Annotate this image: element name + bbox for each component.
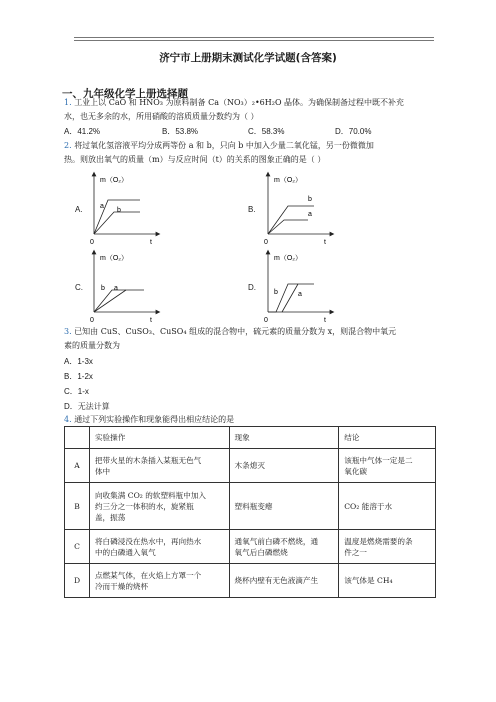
header-rule-bottom	[74, 40, 434, 41]
row-operation	[89, 564, 229, 598]
q3-text-1: 已知由 CuS、CuSO₃、CuSO₄ 组成的混合物中，硫元素的质量分数为 x，则混合物中氧元	[74, 327, 397, 336]
q1-text-1: 工业上以 CaO 和 HNO₃ 为原料制备 Ca（NO₃）₂•6H₂O 晶体。为确保制备过程中既不补充	[74, 98, 405, 107]
graph-c	[84, 246, 164, 326]
row-conclusion	[339, 449, 436, 483]
graph-a-label-b: b	[117, 207, 121, 214]
q1-option-d: D．70.0%	[335, 127, 372, 136]
q1-option-c: C．58.3%	[248, 127, 285, 136]
graph-a-x-label: t	[150, 239, 152, 246]
table-row	[65, 483, 436, 530]
table-row	[65, 564, 436, 598]
row-label: D	[65, 564, 90, 598]
graph-c-y-label: m（O₂）	[100, 255, 128, 262]
table-row	[65, 530, 436, 564]
row-operation	[89, 449, 229, 483]
q2-text-2: 热。则放出氧气的质量（m）与反应时间（t）的关系的图象正确的是（ ）	[64, 155, 326, 164]
graph-label-c: C.	[75, 283, 83, 292]
table-header-operation: 实验操作	[89, 427, 229, 449]
q1-number: 1.	[64, 98, 72, 107]
header-rule-top	[74, 37, 434, 38]
row-phenomenon: 烧杯内壁有无色液滴产生	[229, 564, 339, 598]
graph-label-b: B.	[248, 205, 256, 214]
graph-a-y-label: m（O₂）	[100, 177, 128, 184]
graph-b-label-a: a	[308, 211, 312, 218]
q4-line-1	[64, 415, 234, 425]
graph-d-origin: 0	[264, 317, 268, 324]
q3-option-b: B．1-2x	[64, 372, 93, 381]
graph-d-x-label: t	[324, 317, 326, 324]
q3-number: 3.	[64, 327, 72, 336]
graph-b-line-a	[268, 220, 308, 234]
table-header-phenomenon: 现象	[229, 427, 339, 449]
row-operation	[89, 483, 229, 530]
row-operation	[89, 530, 229, 564]
row-operation-line: 体中	[94, 466, 111, 476]
row-conclusion: CO₂ 能溶于水	[339, 483, 436, 530]
graph-d-y-label: m（O₂）	[274, 255, 302, 262]
graph-a	[84, 168, 164, 248]
row-operation-line: 冷而干燥的烧杯	[94, 581, 149, 591]
graph-b-x-label: t	[324, 239, 326, 246]
graph-b	[258, 168, 338, 248]
graph-d	[258, 246, 338, 326]
q1-line-2	[64, 112, 259, 122]
section-heading: 一、九年级化学上册选择题	[62, 88, 188, 100]
row-operation-line: 把带火星的木条插入某瓶无色气	[94, 455, 202, 465]
graph-a-line-b	[94, 212, 140, 234]
graph-a-label-a: a	[100, 203, 104, 210]
row-phenomenon-line: 通氧气前白磷不燃烧，通	[234, 536, 319, 546]
graph-c-origin: 0	[90, 317, 94, 324]
table-row	[65, 449, 436, 483]
graph-label-d: D.	[248, 283, 256, 292]
graph-c-label-b: b	[101, 285, 105, 292]
q4-text-1: 通过下列实验操作和现象能得出相应结论的是	[74, 415, 235, 424]
q3-text-2: 素的质量分数为	[64, 341, 120, 350]
graph-c-label-a: a	[114, 285, 118, 292]
table-header-conclusion: 结论	[339, 427, 436, 449]
graph-b-origin: 0	[264, 239, 268, 246]
q3-option-c: C．1-x	[64, 387, 89, 396]
q2-line-1	[64, 141, 374, 151]
graph-c-x-label: t	[150, 317, 152, 324]
q1-line-1	[64, 98, 404, 108]
row-conclusion-line: 件之一	[344, 547, 368, 557]
row-conclusion: 该气体是 CH₄	[339, 564, 436, 598]
row-conclusion-line: 该瓶中气体一定是二	[344, 455, 413, 465]
graph-b-label-b: b	[308, 196, 312, 203]
row-phenomenon: 木条熄灭	[229, 449, 339, 483]
row-operation-line: 点燃某气体，在火焰上方罩一个	[94, 570, 202, 580]
table-header-row	[65, 427, 436, 449]
row-conclusion	[339, 530, 436, 564]
row-label: B	[65, 483, 90, 530]
graph-label-a: A.	[75, 205, 83, 214]
row-label: A	[65, 449, 90, 483]
q3-line-1	[64, 327, 396, 337]
row-operation-line: 向收集满 CO₂ 的软塑料瓶中加入	[94, 490, 206, 500]
row-operation-line: 中的白磷通入氧气	[94, 547, 156, 557]
q3-option-a: A．1-3x	[64, 357, 93, 366]
document-title: 济宁市上册期末测试化学试题(含答案)	[159, 52, 337, 64]
graph-d-label-a: a	[298, 291, 302, 298]
q1-option-b: B．53.8%	[162, 127, 199, 136]
row-phenomenon-line: 氧气后白磷燃烧	[234, 547, 288, 557]
q1-text-2: 水，也无多余的水，所用硝酸的溶质质量分数约为（ ）	[64, 112, 259, 121]
experiment-table	[64, 426, 436, 598]
row-operation-line: 约三分之一体积的水，旋紧瓶	[94, 501, 194, 511]
graph-c-line-b	[94, 290, 144, 312]
graph-d-label-b: b	[274, 289, 278, 296]
row-operation-line: 盖，振荡	[94, 512, 126, 522]
row-conclusion-line: 氧化碳	[344, 466, 368, 476]
row-phenomenon	[229, 530, 339, 564]
q4-number: 4.	[64, 415, 72, 424]
graph-c-line-a	[94, 290, 126, 312]
row-conclusion-line: 温度是燃烧需要的条	[344, 536, 413, 546]
graph-d-line-a	[282, 284, 298, 312]
row-phenomenon: 塑料瓶变瘪	[229, 483, 339, 530]
q1-option-a: A．41.2%	[64, 127, 101, 136]
q2-text-1: 将过氧化氢溶液平均分成两等份 a 和 b，只向 b 中加入少量二氧化锰，另一份微微加	[74, 141, 374, 150]
graph-a-origin: 0	[90, 239, 94, 246]
q2-line-2	[64, 155, 325, 165]
row-operation-line: 将白磷浸没在热水中，再向热水	[94, 536, 202, 546]
q3-option-d: D．无法计算	[64, 402, 110, 411]
q3-line-2	[64, 341, 120, 351]
table-header-blank	[65, 427, 90, 449]
row-label: C	[65, 530, 90, 564]
q2-number: 2.	[64, 141, 72, 150]
graph-b-y-label: m（O₂）	[274, 177, 302, 184]
